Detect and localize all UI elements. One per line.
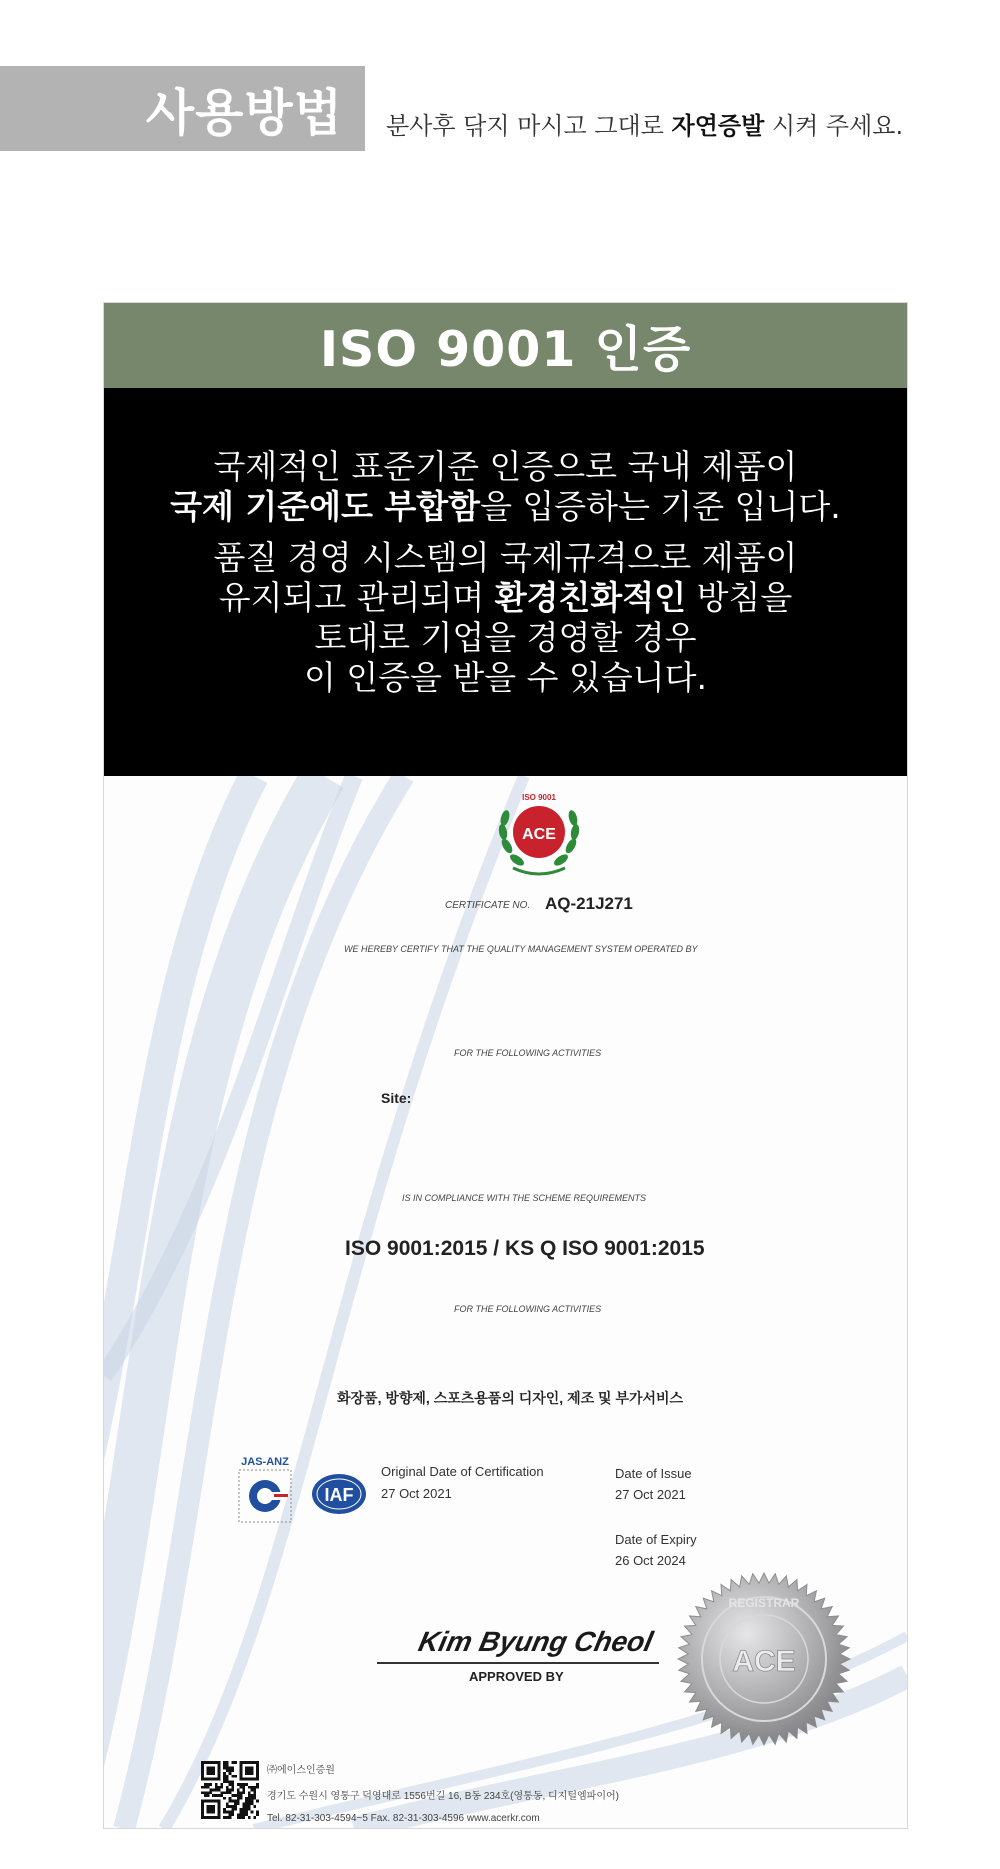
issue-date-value: 27 Oct 2021 bbox=[615, 1487, 686, 1502]
activities-heading-2: FOR THE FOLLOWING ACTIVITIES bbox=[454, 1304, 602, 1314]
para2-line1: 품질 경영 시스템의 국제규격으로 제품이 bbox=[213, 538, 798, 577]
seal-ring-text: REGISTRAR bbox=[728, 1596, 800, 1610]
expiry-date-label: Date of Expiry bbox=[615, 1532, 697, 1547]
description-panel bbox=[104, 388, 907, 776]
approved-by-label: APPROVED BY bbox=[469, 1669, 564, 1684]
original-date-value: 27 Oct 2021 bbox=[381, 1486, 452, 1501]
certificate-number-label: CERTIFICATE NO. bbox=[445, 900, 531, 911]
iso-card bbox=[103, 302, 908, 1829]
para1-line2-bold: 국제 기준에도 부합함 bbox=[170, 487, 481, 526]
activities-heading: FOR THE FOLLOWING ACTIVITIES bbox=[454, 1048, 602, 1058]
ace-logo-text: ACE bbox=[522, 826, 556, 843]
usage-instruction-bold: 자연증발 bbox=[671, 112, 765, 140]
usage-tab-label: 사용방법 bbox=[145, 83, 343, 142]
expiry-date-value: 26 Oct 2024 bbox=[615, 1553, 686, 1568]
original-date-label: Original Date of Certification bbox=[381, 1464, 544, 1479]
certificate-number: AQ-21J271 bbox=[545, 894, 633, 913]
card-title: ISO 9001 인증 bbox=[319, 320, 692, 378]
ace-logo-ring-text: ISO 9001 bbox=[522, 793, 556, 802]
para2-line4: 이 인증을 받을 수 있습니다. bbox=[303, 658, 708, 697]
signature-line bbox=[377, 1662, 659, 1664]
card-header bbox=[104, 303, 907, 388]
usage-instruction-suffix: 시켜 주세요. bbox=[764, 112, 904, 140]
para2-line2-pre: 유지되고 관리되며 bbox=[218, 578, 495, 617]
para1-line2-rest: 을 입증하는 기준 입니다. bbox=[480, 487, 841, 526]
iaf-label: IAF bbox=[324, 1485, 354, 1505]
para2-line2-post: 방침을 bbox=[686, 578, 793, 617]
standard-title: ISO 9001:2015 / KS Q ISO 9001:2015 bbox=[345, 1237, 705, 1260]
usage-tab bbox=[0, 66, 365, 151]
para2-line2 bbox=[104, 578, 907, 618]
para2-line3: 토대로 기업을 경영할 경우 bbox=[314, 618, 697, 657]
ace-logo-icon bbox=[493, 786, 585, 882]
qr-code-icon bbox=[201, 1761, 259, 1819]
registrar-seal-icon bbox=[674, 1569, 854, 1749]
seal-text: ACE bbox=[732, 1645, 796, 1678]
certify-statement: WE HEREBY CERTIFY THAT THE QUALITY MANAGEMENT SYSTEM OPERATED BY bbox=[344, 944, 698, 954]
site-label: Site: bbox=[381, 1090, 412, 1106]
compliance-statement: IS IN COMPLIANCE WITH THE SCHEME REQUIREMENTS bbox=[402, 1193, 647, 1203]
signature: Kim Byung Cheol bbox=[415, 1626, 656, 1657]
para1-line2 bbox=[104, 487, 907, 527]
issuer-address: 경기도 수원시 영통구 덕영대로 1556번길 16, B동 234호(영통동, 디지털엠파이어) bbox=[267, 1791, 619, 1802]
usage-instruction bbox=[386, 106, 903, 141]
issuer-company: ㈜에이스인증원 bbox=[267, 1765, 335, 1776]
jas-anz-label: JAS-ANZ bbox=[241, 1456, 289, 1468]
issue-date-label: Date of Issue bbox=[615, 1466, 692, 1481]
usage-instruction-prefix: 분사후 닦지 마시고 그대로 bbox=[386, 112, 672, 140]
certificate bbox=[104, 776, 907, 1829]
certification-scope: 화장품, 방향제, 스포츠용품의 디자인, 제조 및 부가서비스 bbox=[337, 1390, 684, 1406]
para1-line1: 국제적인 표준기준 인증으로 국내 제품이 bbox=[213, 447, 798, 486]
para2-line2-bold: 환경친화적인 bbox=[494, 578, 687, 617]
issuer-contact: Tel. 82-31-303-4594~5 Fax. 82-31-303-4596 www.acerkr.com bbox=[267, 1813, 540, 1824]
iaf-logo-icon bbox=[310, 1472, 368, 1516]
jas-anz-logo-icon bbox=[234, 1454, 296, 1530]
